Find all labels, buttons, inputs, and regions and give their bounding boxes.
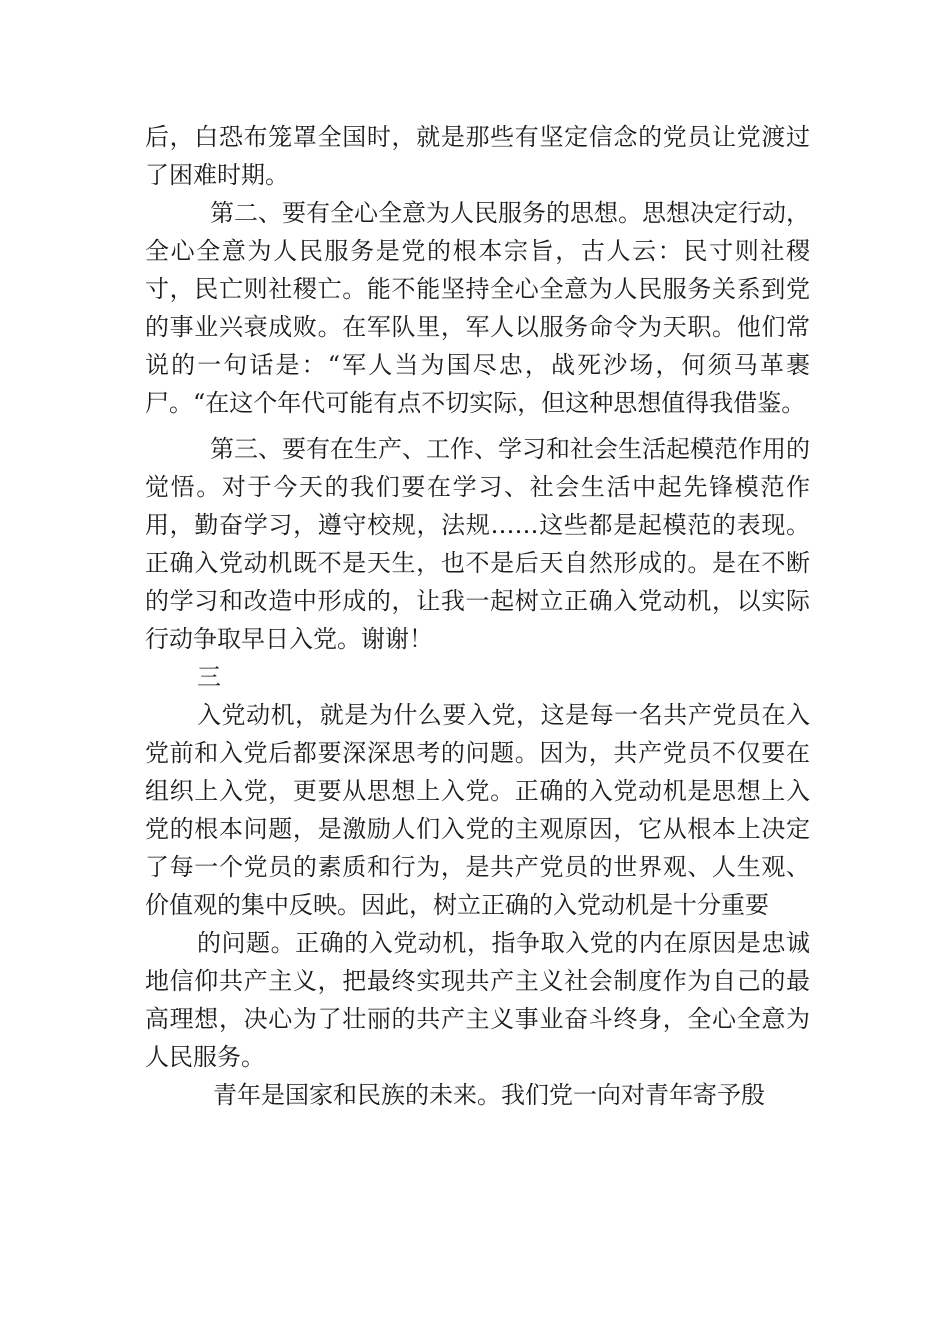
paragraph-continuation: 后，白恐布笼罩全国时，就是那些有坚定信念的党员让党渡过了困难时期。 [145,123,810,189]
section-number-heading: 三 [197,663,221,691]
document-body [145,118,810,1114]
paragraph-second-point: 第二、要有全心全意为人民服务的思想。思想决定行动，全心全意为人民服务是党的根本宗旨，古人云：民寸则社稷寸，民亡则社稷亡。能不能坚持全心全意为人民服务关系到党的事业兴衰成败。在军队里，军人以服务命令为天职。他们常说的一句话是：“军人当为国尽忠，战死沙场，何须马革裹尸。“在这个年代可能有点不切实际，但这种思想值得我借鉴。 [145,199,810,417]
paragraph-youth: 青年是国家和民族的未来。我们党一向对青年寄予殷 [213,1081,765,1109]
paragraph-third-point: 第三、要有在生产、工作、学习和社会生活起模范作用的觉悟。对于今天的我们要在学习、社会生活中起先锋模范作用，勤奋学习，遵守校规，法规……这些都是起模范的表现。正确入党动机既不是天生，也不是后天自然形成的。是在不断的学习和改造中形成的，让我一起树立正确入党动机，以实际行动争取早日入党。谢谢！ [145,435,810,653]
paragraph-party-motive: 入党动机，就是为什么要入党，这是每一名共产党员在入党前和入党后都要深深思考的问题。因为，共产党员不仅要在组织上入党，更要从思想上入党。正确的入党动机是思想上入党的根本问题，是激励人们入党的主观原因，它从根本上决定了每一个党员的素质和行为，是共产党员的世界观、人生观、价值观的集中反映。因此，树立正确的入党动机是十分重要 [145,701,810,919]
paragraph-correct-motive: 的问题。正确的入党动机，指争取入党的内在原因是忠诚地信仰共产主义，把最终实现共产主义社会制度作为自己的最高理想，决心为了壮丽的共产主义事业奋斗终身，全心全意为人民服务。 [145,929,810,1071]
